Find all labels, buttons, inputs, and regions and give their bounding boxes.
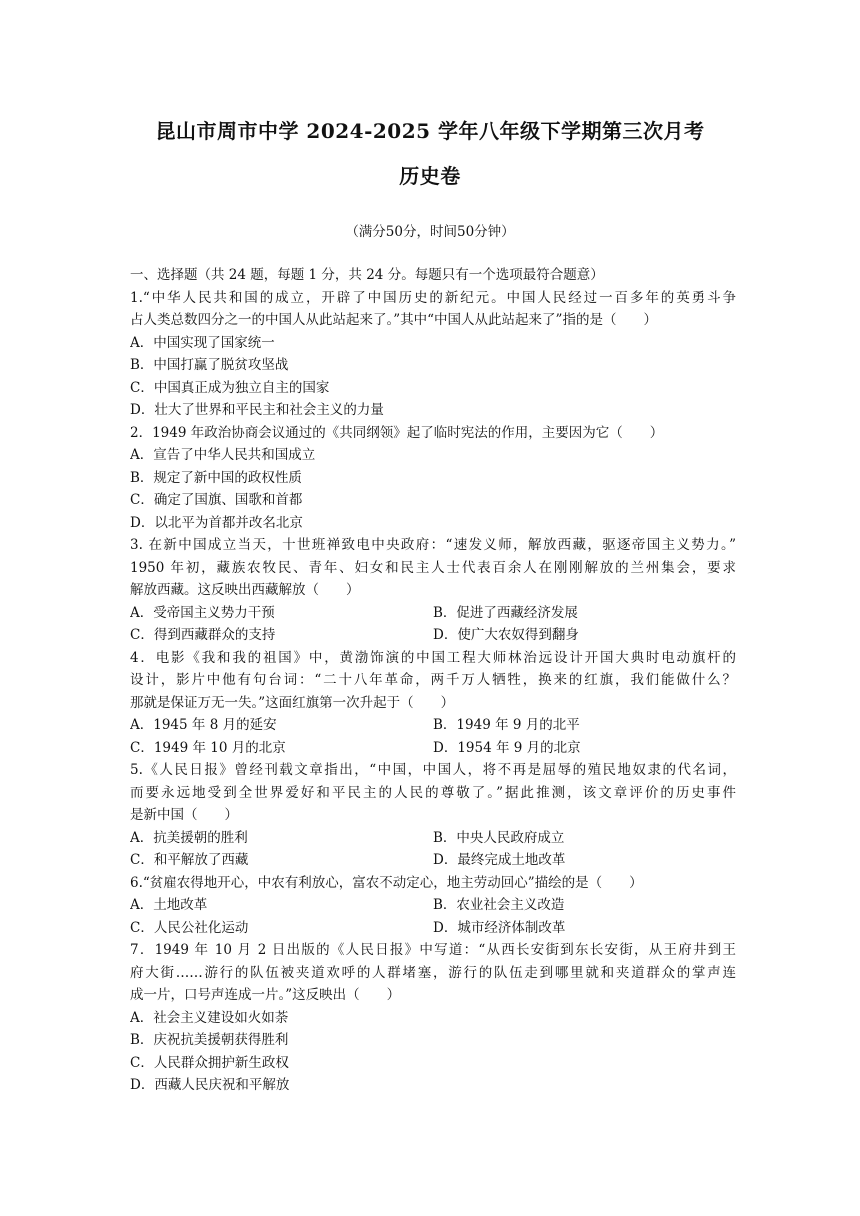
option-c[interactable]: C．和平解放了西藏 xyxy=(130,852,249,868)
option-b[interactable]: B．中央人民政府成立 xyxy=(433,829,565,846)
question-stem-line: 1.“中华人民共和国的成立，开辟了中国历史的新纪元。中国人民经过一百多年的英勇斗争 xyxy=(130,289,736,306)
option-b[interactable]: B．1949 年 9 月的北平 xyxy=(433,717,580,733)
option-b[interactable]: B．规定了新中国的政权性质 xyxy=(130,469,302,486)
question-content xyxy=(130,264,736,1097)
question-3 xyxy=(130,534,736,647)
question-stem-line: 2．1949 年政治协商会议通过的《共同纲领》起了临时宪法的作用，主要因为它（ ） xyxy=(130,424,664,441)
question-stem-line: 设计，影片中他有句台词：“二十八年革命，两千万人牺牲，换来的红旗，我们能做什么？ xyxy=(130,672,736,688)
option-d[interactable]: D．壮大了世界和平民主和社会主义的力量 xyxy=(130,402,384,418)
option-d[interactable]: D．城市经济体制改革 xyxy=(433,919,566,936)
question-stem-line: 府大街……游行的队伍被夹道欢呼的人群堵塞，游行的队伍走到哪里就和夹道群众的掌声连 xyxy=(130,964,736,981)
option-a[interactable]: A．中国实现了国家统一 xyxy=(130,334,275,351)
option-b[interactable]: B．农业社会主义改造 xyxy=(433,897,565,913)
question-stem-line: 是新中国（ ） xyxy=(130,807,238,823)
question-2 xyxy=(130,422,736,535)
question-4 xyxy=(130,647,736,760)
option-c[interactable]: C．中国真正成为独立自主的国家 xyxy=(130,379,330,396)
exam-title: 昆山市周市中学 2024-2025 学年八年级下学期第三次月考 xyxy=(155,119,705,143)
question-stem-line: 而要永远地受到全世界爱好和平民主的人民的尊敬了。”据此推测，该文章评价的历史事件 xyxy=(130,784,736,801)
question-stem-line: 3. 在新中国成立当天，十世班禅致电中央政府：“速发义师，解放西藏，驱逐帝国主义势力。” xyxy=(130,537,736,553)
question-1 xyxy=(130,287,736,422)
option-d[interactable]: D．使广大农奴得到翻身 xyxy=(433,627,579,643)
question-stem-line: 那就是保证万无一失。”这面红旗第一次升起于（ ） xyxy=(130,694,455,711)
question-stem-line: 6.“贫雇农得地开心，中农有利放心，富农不动定心，地主劳动回心”描绘的是（ ） xyxy=(130,874,643,891)
question-stem-line: 4．电影《我和我的祖国》中，黄渤饰演的中国工程大师林治远设计开国大典时电动旗杆的 xyxy=(130,649,736,666)
question-stem-line: 1950 年初，藏族农牧民、青年、妇女和民主人士代表百余人在刚刚解放的兰州集会，要求 xyxy=(130,559,736,576)
question-stem-line: 成一片，口号声连成一片。”这反映出（ ） xyxy=(130,987,401,1003)
option-c[interactable]: C．得到西藏群众的支持 xyxy=(130,627,276,643)
option-d[interactable]: D．最终完成土地改革 xyxy=(433,852,566,868)
option-a[interactable]: A．受帝国主义势力干预 xyxy=(130,604,275,621)
option-b[interactable]: B．促进了西藏经济发展 xyxy=(433,604,578,621)
option-a[interactable]: A．土地改革 xyxy=(130,897,208,913)
option-b[interactable]: B．庆祝抗美援朝获得胜利 xyxy=(130,1032,289,1048)
question-stem-line: 7．1949 年 10 月 2 日出版的《人民日报》中写道：“从西长安街到东长安街，从王府井到王 xyxy=(130,942,736,958)
question-stem-line: 占人类总数四分之一的中国人从此站起来了。”其中“中国人从此站起来了”指的是（ ） xyxy=(130,312,657,328)
question-6 xyxy=(130,872,736,940)
option-c[interactable]: C．人民群众拥护新生政权 xyxy=(130,1054,289,1071)
section-heading: 一、选择题（共 24 题，每题 1 分，共 24 分。每题只有一个选项最符合题意） xyxy=(130,267,604,283)
option-c[interactable]: C．1949 年 10 月的北京 xyxy=(130,739,286,756)
option-d[interactable]: D．1954 年 9 月的北京 xyxy=(433,739,581,756)
option-a[interactable]: A．社会主义建设如火如荼 xyxy=(130,1009,289,1026)
exam-subtitle: 历史卷 xyxy=(399,164,461,188)
question-7 xyxy=(130,939,736,1097)
option-a[interactable]: A．抗美援朝的胜利 xyxy=(130,829,248,846)
option-c[interactable]: C．确定了国旗、国歌和首都 xyxy=(130,492,303,508)
score-time-note: （满分50分，时间50分钟） xyxy=(345,224,515,240)
option-a[interactable]: A．宣告了中华人民共和国成立 xyxy=(130,447,316,463)
option-c[interactable]: C．人民公社化运动 xyxy=(130,919,249,936)
option-b[interactable]: B．中国打赢了脱贫攻坚战 xyxy=(130,357,289,373)
question-5 xyxy=(130,759,736,872)
option-d[interactable]: D．西藏人民庆祝和平解放 xyxy=(130,1077,290,1093)
question-stem-line: 5.《人民日报》曾经刊载文章指出，“中国，中国人，将不再是屈辱的殖民地奴隶的代名词， xyxy=(130,762,736,778)
option-a[interactable]: A．1945 年 8 月的延安 xyxy=(130,717,277,733)
option-d[interactable]: D．以北平为首都并改名北京 xyxy=(130,514,303,531)
question-stem-line: 解放西藏。这反映出西藏解放（ ） xyxy=(130,582,360,598)
